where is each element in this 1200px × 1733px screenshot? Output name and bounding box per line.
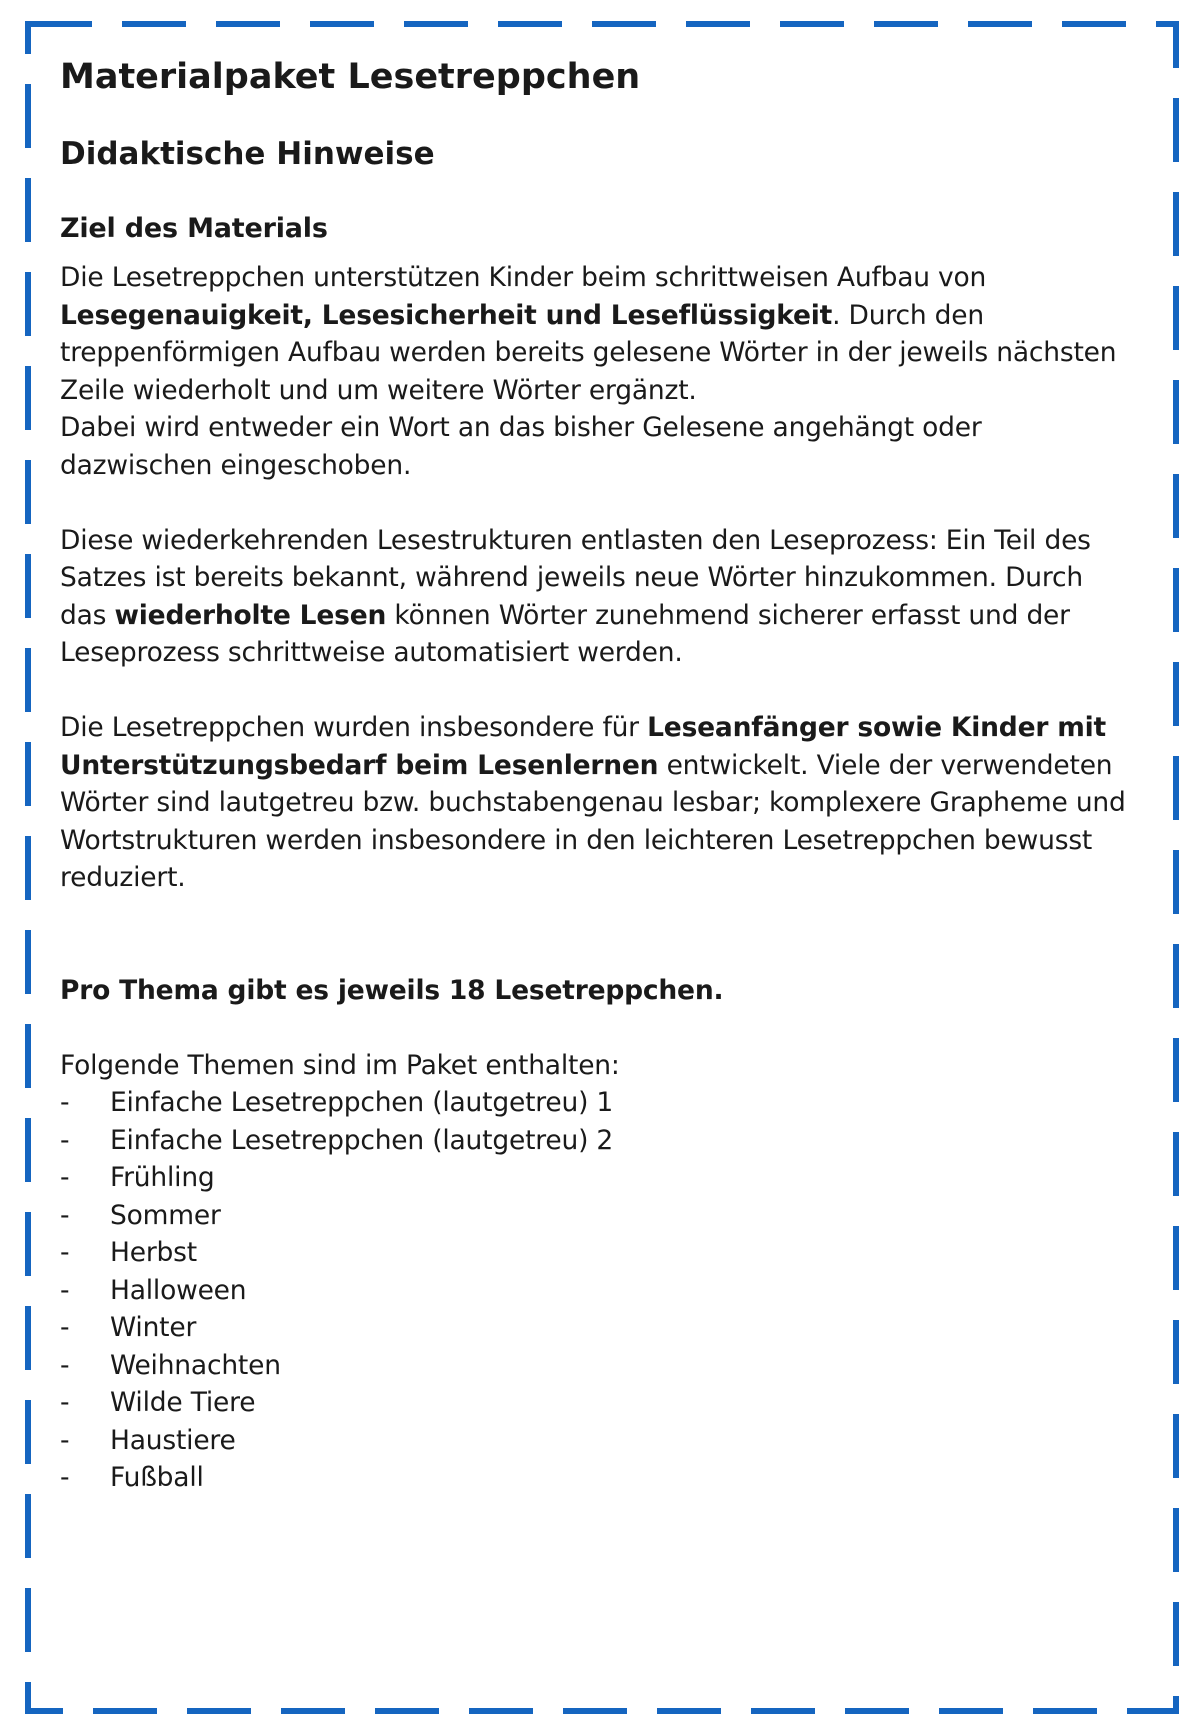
themes-intro: Folgende Themen sind im Paket enthalten:	[60, 1049, 620, 1081]
count-statement: Pro Thema gibt es jeweils 18 Lesetreppchen.	[60, 974, 724, 1006]
list-item: - Winter	[60, 1312, 197, 1343]
section-heading: Didaktische Hinweise	[60, 136, 435, 172]
list-item: - Frühling	[60, 1162, 215, 1193]
list-item: - Herbst	[60, 1237, 197, 1268]
list-item: - Haustiere	[60, 1424, 236, 1456]
paragraph-goal: Die Lesetreppchen unterstützen Kinder beim schrittweisen Aufbau von Lesegenauigkeit, Lesesicherheit und Leseflüssigkeit. Durch den treppenförmigen Aufbau werden bereits gelesene Wörter in der jeweils nächsten Zeile wiederholt und um weitere Wörter ergänzt.	[60, 262, 1117, 406]
list-item: - Weihnachten	[60, 1349, 281, 1381]
list-item: - Sommer	[60, 1199, 221, 1231]
themes-list	[60, 1084, 1130, 1497]
list-item: - Wilde Tiere	[60, 1387, 256, 1418]
list-item: - Halloween	[60, 1274, 247, 1306]
emphasis-repeated-reading: wiederholte Lesen	[114, 599, 387, 631]
list-item: - Einfache Lesetreppchen (lautgetreu) 1	[60, 1087, 614, 1118]
subsection-heading: Ziel des Materials	[60, 213, 328, 244]
emphasis-reading-skills: Lesegenauigkeit, Lesesicherheit und Leseflüssigkeit	[60, 299, 833, 331]
document-title: Materialpaket Lesetreppchen	[60, 57, 641, 97]
list-item: - Einfache Lesetreppchen (lautgetreu) 2	[60, 1124, 614, 1156]
paragraph-target-group: Die Lesetreppchen wurden insbesondere für Leseanfänger sowie Kinder mit Unterstützungsbedarf beim Lesenlernen entwickelt. Viele der verwendeten Wörter sind lautgetreu bzw. buchstabengenau lesbar; komplexere Grapheme und Wortstrukturen werden insbesondere in den leichteren Lesetreppchen bewusst reduziert.	[60, 712, 1126, 893]
list-item: - Fußball	[60, 1462, 204, 1493]
paragraph-goal-continued: Dabei wird entweder ein Wort an das bisher Gelesene angehängt oder dazwischen eingeschoben.	[60, 412, 982, 481]
document-content	[60, 52, 1130, 1497]
emphasis-target-group: Leseanfänger sowie Kinder mit Unterstützungsbedarf beim Lesenlernen	[60, 712, 1107, 781]
paragraph-structures: Diese wiederkehrenden Lesestrukturen entlasten den Leseprozess: Ein Teil des Satzes ist bereits bekannt, während jeweils neue Wörter hinzukommen. Durch das wiederholte Lesen können Wörter zunehmend sicherer erfasst und der Leseprozess schrittweise automatisiert werden.	[60, 524, 1091, 668]
